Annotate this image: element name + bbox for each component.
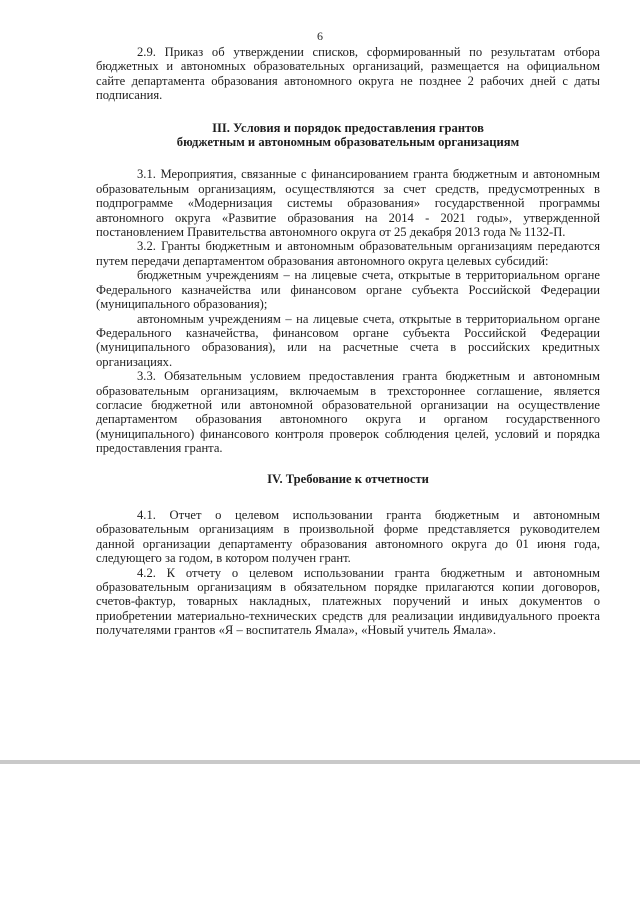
paragraph-3-2-budget: бюджетным учреждениям – на лицевые счета, открытые в территориальном органе Федерального казначейства или финансовом органе субъекта Российской Федерации (муниципального образования);: [96, 268, 600, 312]
section-4-heading: IV. Требование к отчетности: [267, 471, 429, 486]
paragraph-3-2-autonomous: автономным учреждениям – на лицевые счета, открытые в территориальном органе Федерального казначейства, финансовом органе субъекта Российской Федерации (муниципального образования), или на расчетные счета в российских кредитных организациях.: [96, 311, 600, 369]
section-3-heading-line2: бюджетным и автономным образовательным организациям: [176, 135, 520, 150]
document-body: [96, 45, 600, 638]
paragraph-3-3: 3.3. Обязательным условием предоставления гранта бюджетным и автономным образовательным организациям, включаемым в трехстороннее соглашение, является согласие бюджетной или автономной образовательной организации на осуществление департаментом образования автономного округа и органом государственного (муниципального) финансового контроля проверок соблюдения целей, условий и порядка предоставления гранта.: [96, 369, 600, 456]
section-3-heading: [96, 121, 600, 150]
paragraph-4-2: 4.2. К отчету о целевом использовании гранта бюджетным и автономным образовательным организациям в обязательном порядке прилагаются копии договоров, счетов-фактур, товарных накладных, платежных поручений и иных документов о приобретении материально-технических средств для реализации индивидуального проекта получателями грантов «Я – воспитатель Ямала», «Новый учитель Ямала».: [96, 565, 600, 638]
blank-area: [0, 764, 640, 905]
paragraph-3-1: 3.1. Мероприятия, связанные с финансированием гранта бюджетным и автономным образовательным организациям, осуществляются за счет средств, предусмотренных в подпрограмме «Модернизация системы образования» государственной программы автономного округа «Развитие образования на 2014 - 2021 годы», утвержденной постановлением Правительства автономного округа от 25 декабря 2013 года № 1132-П.: [96, 167, 600, 240]
paragraph-3-2: 3.2. Гранты бюджетным и автономным образовательным организациям передаются путем передачи департаментом образования автономного округа целевых субсидий:: [96, 239, 600, 268]
page-number: 6: [317, 29, 323, 43]
paragraph-2-9: 2.9. Приказ об утверждении списков, сформированный по результатам отбора бюджетных и автономных образовательных организаций, размещается на официальном сайте департамента образования автономного округа не позднее 2 рабочих дней с даты подписания.: [96, 45, 600, 103]
paragraph-4-1: 4.1. Отчет о целевом использовании гранта бюджетным и автономным образовательным организациям в произвольной форме представляется руководителем данной организации департаменту образования автономного округа до 01 июня года, следующего за годом, в котором получен грант.: [96, 507, 600, 566]
section-3-heading-line1: III. Условия и порядок предоставления грантов: [212, 120, 484, 135]
